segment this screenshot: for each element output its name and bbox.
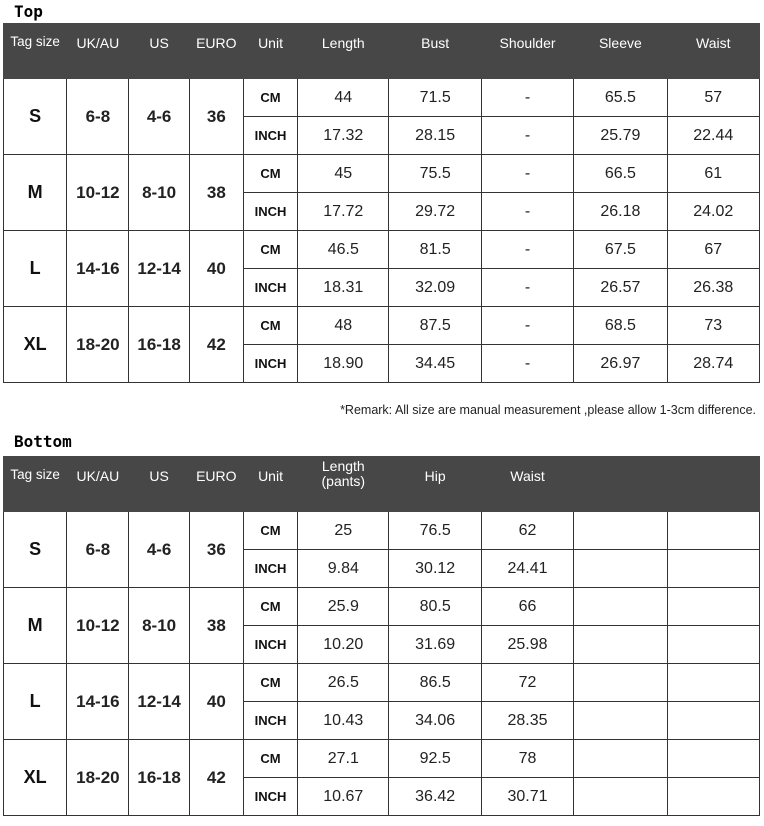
table-row <box>4 740 760 778</box>
measurement-cell: 72 <box>481 664 573 702</box>
tag-size-cell: S <box>4 79 67 155</box>
bottom-size-table <box>3 456 760 816</box>
uk-au-cell: 10-12 <box>67 588 129 664</box>
column-header: Length (pants) <box>298 457 389 512</box>
unit-cell: INCH <box>243 778 297 816</box>
unit-cell: INCH <box>243 550 297 588</box>
euro-cell: 36 <box>189 79 243 155</box>
table-row <box>4 512 760 550</box>
unit-cell: INCH <box>243 269 297 307</box>
us-cell: 4-6 <box>129 79 189 155</box>
measurement-cell: 71.5 <box>389 79 481 117</box>
measurement-cell <box>574 550 667 588</box>
unit-cell: CM <box>243 231 297 269</box>
measurement-cell: 26.5 <box>298 664 389 702</box>
us-cell: 8-10 <box>129 588 189 664</box>
unit-cell: CM <box>243 664 297 702</box>
measurement-cell <box>574 588 667 626</box>
measurement-cell: 17.72 <box>298 193 389 231</box>
unit-cell: CM <box>243 588 297 626</box>
measurement-cell <box>574 702 667 740</box>
measurement-cell: 26.97 <box>574 345 667 383</box>
measurement-cell: - <box>481 79 573 117</box>
table-row <box>4 307 760 345</box>
column-header <box>667 457 759 512</box>
column-header: Bust <box>389 24 481 79</box>
measurement-cell: 67.5 <box>574 231 667 269</box>
measurement-cell: 10.20 <box>298 626 389 664</box>
measurement-cell <box>574 664 667 702</box>
measurement-cell: 18.90 <box>298 345 389 383</box>
measurement-cell <box>667 740 759 778</box>
measurement-cell: 46.5 <box>298 231 389 269</box>
unit-cell: CM <box>243 307 297 345</box>
measurement-cell: 10.43 <box>298 702 389 740</box>
unit-cell: INCH <box>243 117 297 155</box>
column-header: Unit <box>243 24 297 79</box>
measurement-cell <box>667 702 759 740</box>
measurement-cell: 28.74 <box>667 345 759 383</box>
column-header: Tag size <box>4 457 67 512</box>
uk-au-cell: 10-12 <box>67 155 129 231</box>
measurement-cell <box>667 550 759 588</box>
measurement-cell: 45 <box>298 155 389 193</box>
measurement-cell: 61 <box>667 155 759 193</box>
top-size-table <box>3 23 760 383</box>
measurement-cell: 44 <box>298 79 389 117</box>
tag-size-cell: L <box>4 664 67 740</box>
measurement-cell: 25 <box>298 512 389 550</box>
column-header: Hip <box>389 457 481 512</box>
column-header: Waist <box>667 24 759 79</box>
measurement-cell: 67 <box>667 231 759 269</box>
measurement-cell: 32.09 <box>389 269 481 307</box>
uk-au-cell: 18-20 <box>67 307 129 383</box>
column-header: Waist <box>481 457 573 512</box>
euro-cell: 38 <box>189 588 243 664</box>
measurement-cell <box>667 778 759 816</box>
measurement-cell: - <box>481 155 573 193</box>
measurement-cell: - <box>481 193 573 231</box>
measurement-cell <box>574 778 667 816</box>
measurement-cell <box>667 588 759 626</box>
us-cell: 4-6 <box>129 512 189 588</box>
measurement-cell: 87.5 <box>389 307 481 345</box>
unit-cell: CM <box>243 79 297 117</box>
measurement-cell: 65.5 <box>574 79 667 117</box>
measurement-cell <box>574 626 667 664</box>
measurement-cell: 78 <box>481 740 573 778</box>
measurement-cell: 81.5 <box>389 231 481 269</box>
us-cell: 12-14 <box>129 664 189 740</box>
column-header: UK/AU <box>67 24 129 79</box>
column-header: US <box>129 457 189 512</box>
us-cell: 16-18 <box>129 740 189 816</box>
column-header: Sleeve <box>574 24 667 79</box>
tag-size-cell: S <box>4 512 67 588</box>
measurement-cell: - <box>481 117 573 155</box>
measurement-cell: 34.06 <box>389 702 481 740</box>
column-header <box>574 457 667 512</box>
measurement-cell: - <box>481 231 573 269</box>
tag-size-cell: L <box>4 231 67 307</box>
measurement-cell <box>667 664 759 702</box>
measurement-cell: 25.79 <box>574 117 667 155</box>
us-cell: 8-10 <box>129 155 189 231</box>
table-row <box>4 588 760 626</box>
measurement-cell: 25.9 <box>298 588 389 626</box>
measurement-cell: 66.5 <box>574 155 667 193</box>
table-row <box>4 231 760 269</box>
uk-au-cell: 6-8 <box>67 79 129 155</box>
measurement-cell: 31.69 <box>389 626 481 664</box>
tag-size-cell: M <box>4 155 67 231</box>
measurement-cell: 29.72 <box>389 193 481 231</box>
measurement-cell: 26.18 <box>574 193 667 231</box>
euro-cell: 40 <box>189 664 243 740</box>
unit-cell: INCH <box>243 345 297 383</box>
measurement-cell: 17.32 <box>298 117 389 155</box>
measurement-cell: 36.42 <box>389 778 481 816</box>
measurement-cell: 57 <box>667 79 759 117</box>
measurement-cell: 28.15 <box>389 117 481 155</box>
column-header: EURO <box>189 24 243 79</box>
measurement-cell: - <box>481 345 573 383</box>
uk-au-cell: 6-8 <box>67 512 129 588</box>
euro-cell: 40 <box>189 231 243 307</box>
euro-cell: 42 <box>189 740 243 816</box>
table-row <box>4 155 760 193</box>
measurement-cell <box>667 512 759 550</box>
measurement-cell: 30.71 <box>481 778 573 816</box>
column-header: EURO <box>189 457 243 512</box>
euro-cell: 42 <box>189 307 243 383</box>
table-row <box>4 664 760 702</box>
euro-cell: 38 <box>189 155 243 231</box>
measurement-cell: 34.45 <box>389 345 481 383</box>
measurement-cell: 24.02 <box>667 193 759 231</box>
column-header: Unit <box>243 457 297 512</box>
table-row <box>4 79 760 117</box>
measurement-cell: 75.5 <box>389 155 481 193</box>
measurement-cell: 9.84 <box>298 550 389 588</box>
measurement-cell: 30.12 <box>389 550 481 588</box>
measurement-cell: 18.31 <box>298 269 389 307</box>
tag-size-cell: M <box>4 588 67 664</box>
us-cell: 16-18 <box>129 307 189 383</box>
measurement-cell: 27.1 <box>298 740 389 778</box>
measurement-cell: 73 <box>667 307 759 345</box>
column-header: US <box>129 24 189 79</box>
measurement-cell: 66 <box>481 588 573 626</box>
column-header: UK/AU <box>67 457 129 512</box>
bottom-section-title: Bottom <box>14 432 72 451</box>
unit-cell: CM <box>243 155 297 193</box>
measurement-cell: 28.35 <box>481 702 573 740</box>
measurement-cell: 92.5 <box>389 740 481 778</box>
unit-cell: INCH <box>243 702 297 740</box>
unit-cell: CM <box>243 512 297 550</box>
uk-au-cell: 14-16 <box>67 231 129 307</box>
measurement-cell: 22.44 <box>667 117 759 155</box>
measurement-cell: 76.5 <box>389 512 481 550</box>
measurement-cell: - <box>481 307 573 345</box>
measurement-cell <box>574 740 667 778</box>
remark-note: *Remark: All size are manual measurement ,please allow 1-3cm difference. <box>340 403 756 417</box>
measurement-cell: 48 <box>298 307 389 345</box>
uk-au-cell: 18-20 <box>67 740 129 816</box>
measurement-cell: 68.5 <box>574 307 667 345</box>
top-section-title: Top <box>14 2 43 21</box>
uk-au-cell: 14-16 <box>67 664 129 740</box>
measurement-cell: 62 <box>481 512 573 550</box>
unit-cell: INCH <box>243 626 297 664</box>
measurement-cell <box>574 512 667 550</box>
tag-size-cell: XL <box>4 740 67 816</box>
measurement-cell: 26.57 <box>574 269 667 307</box>
unit-cell: INCH <box>243 193 297 231</box>
measurement-cell: 25.98 <box>481 626 573 664</box>
unit-cell: CM <box>243 740 297 778</box>
column-header: Shoulder <box>481 24 573 79</box>
column-header: Tag size <box>4 24 67 79</box>
euro-cell: 36 <box>189 512 243 588</box>
measurement-cell: 24.41 <box>481 550 573 588</box>
tag-size-cell: XL <box>4 307 67 383</box>
measurement-cell <box>667 626 759 664</box>
measurement-cell: 86.5 <box>389 664 481 702</box>
measurement-cell: 80.5 <box>389 588 481 626</box>
column-header: Length <box>298 24 389 79</box>
measurement-cell: 10.67 <box>298 778 389 816</box>
measurement-cell: 26.38 <box>667 269 759 307</box>
measurement-cell: - <box>481 269 573 307</box>
us-cell: 12-14 <box>129 231 189 307</box>
